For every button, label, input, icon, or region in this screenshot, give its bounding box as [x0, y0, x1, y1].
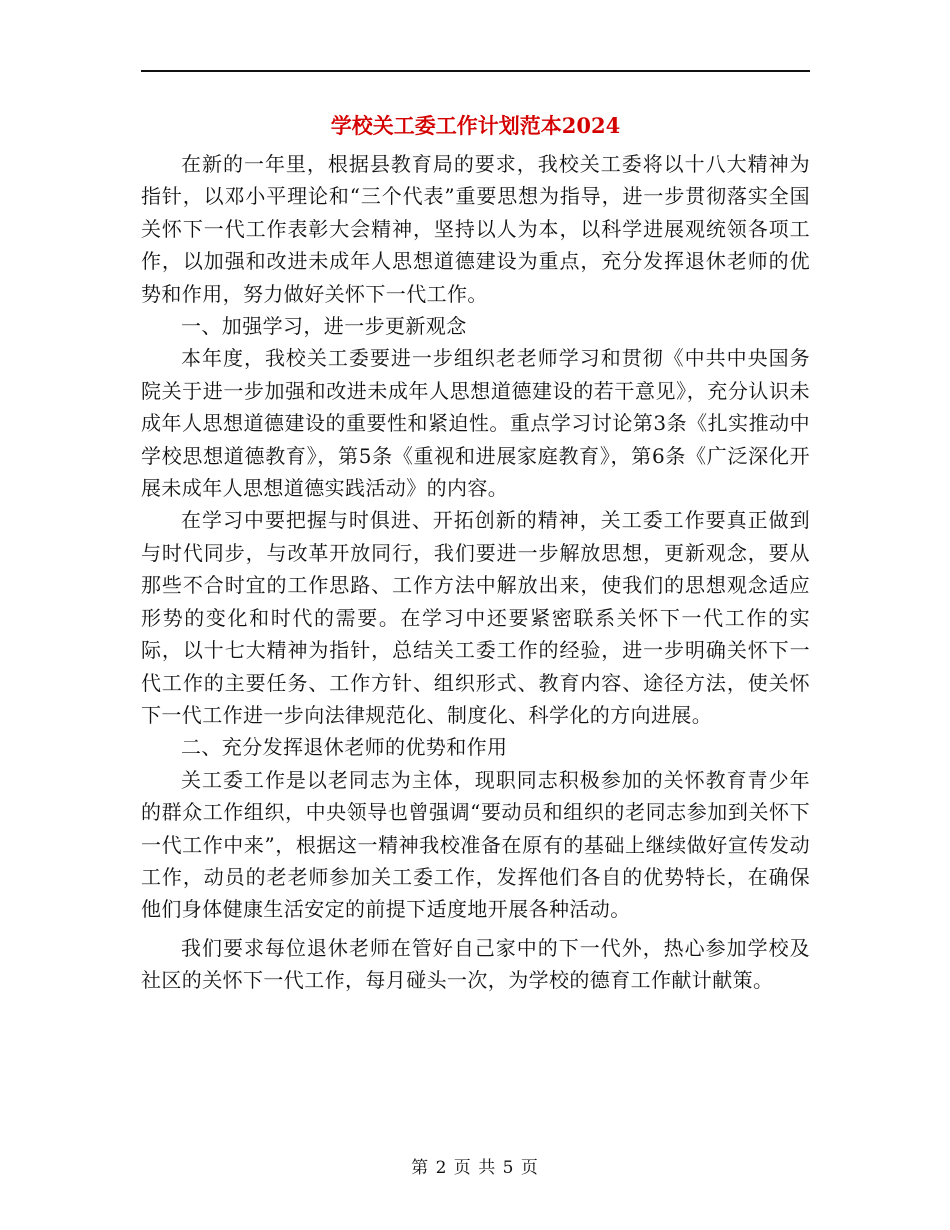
paragraph-retirees: 关工委工作是以老同志为主体，现职同志积极参加的关怀教育青少年的群众工作组织，中央领导也曾强调“要动员和组织的老同志参加到关怀下一代工作中来”，根据这一精神我校准备在原有的基础上继续做好宣传发动工作，动员的老老师参加关工委工作，发挥他们各自的优势特长，在确保他们身体健康生活安定的前提下适度地开展各种活动。 [141, 767, 810, 922]
paragraph-innovation: 在学习中要把握与时俱进、开拓创新的精神，关工委工作要真正做到与时代同步，与改革开放同行，我们要进一步解放思想，更新观念，要从那些不合时宜的工作思路、工作方法中解放出来，使我们的思想观念适应形势的变化和时代的需要。在学习中还要紧密联系关怀下一代工作的实际，以十七大精神为指针，总结关工委工作的经验，进一步明确关怀下一代工作的主要任务、工作方针、组织形式、教育内容、途径方法，使关怀下一代工作进一步向法律规范化、制度化、科学化的方向进展。 [141, 508, 810, 727]
header-rule [141, 70, 810, 72]
page-number: 第 2 页 共 5 页 [411, 1158, 539, 1178]
document-title: 学校关工委工作计划范本2024 [330, 113, 621, 138]
paragraph-requirements: 我们要求每位退休老师在管好自己家中的下一代外，热心参加学校及社区的关怀下一代工作，每月碰头一次，为学校的德育工作献计献策。 [141, 935, 810, 993]
document-body [141, 148, 810, 997]
paragraph-study: 本年度，我校关工委要进一步组织老老师学习和贯彻《中共中央国务院关于进一步加强和改进未成年人思想道德建设的若干意见》，充分认识未成年人思想道德建设的重要性和紧迫性。重点学习讨论第3条《扎实推动中学校思想道德教育》，第5条《重视和进展家庭教育》，第6条《广泛深化开展未成年人思想道德实践活动》的内容。 [141, 346, 810, 501]
section-heading-1: 一、加强学习，进一步更新观念 [181, 314, 467, 339]
section-heading-2: 二、充分发挥退休老师的优势和作用 [181, 735, 508, 760]
paragraph-intro: 在新的一年里，根据县教育局的要求，我校关工委将以十八大精神为指针，以邓小平理论和“三个代表”重要思想为指导，进一步贯彻落实全国关怀下一代工作表彰大会精神，坚持以人为本，以科学进展观统领各项工作，以加强和改进未成年人思想道德建设为重点，充分发挥退休老师的优势和作用，努力做好关怀下一代工作。 [141, 152, 810, 306]
